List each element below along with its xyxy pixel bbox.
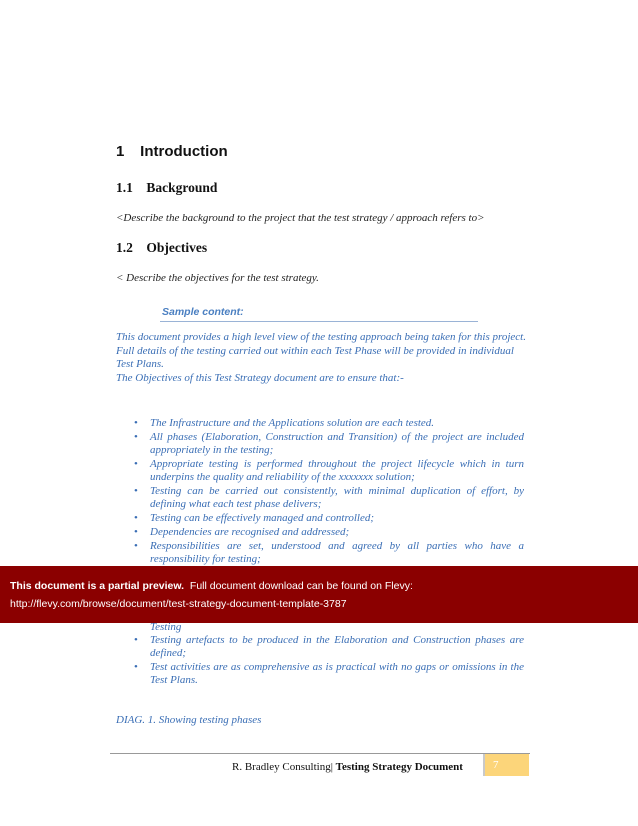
list-item: • Testing can be effectively managed and controlled; [134,512,524,525]
preview-banner [0,566,638,623]
list-item: • All phases (Elaboration, Construction and Transition) of the project are included appropriately in the testing; [134,431,524,457]
list-item: • Test activities are as comprehensive as is practical with no gaps or omissions in the Test Plans. [134,661,524,687]
list-item-fragment: Testing [150,621,182,633]
diagram-caption: DIAG. 1. Showing testing phases [116,714,262,726]
footer-divider [110,753,530,754]
section-number: 1 [116,143,125,160]
section-title: Introduction [140,143,228,160]
footer-company: R. Bradley Consulting| [232,761,333,773]
subsection-title: Objectives [146,240,208,255]
banner-text: Full document download can be found on Flevy: [189,580,413,592]
background-text: <Describe the background to the project that the test strategy / approach refers to> [116,212,485,224]
list-item: • Dependencies are recognised and addressed; [134,526,524,539]
subsection-heading-background [116,180,217,196]
subsection-title: Background [146,180,218,195]
sample-paragraph: This document provides a high level view of the testing approach being taken for this project. Full details of the testing carried out within each Test Phase will be provided in individual Test Plans. [116,331,526,370]
footer-doc-title: Testing Strategy Document [335,761,463,773]
list-item: • Responsibilities are set, understood and agreed by all parties who have a responsibility for testing; [134,540,524,566]
subsection-number: 1.1 [116,180,133,195]
banner-message [10,580,413,592]
subsection-heading-objectives [116,240,207,256]
objectives-list [134,417,524,567]
objectives-text: < Describe the objectives for the test strategy. [116,272,319,284]
section-heading-introduction [116,143,228,160]
list-item: • Testing can be carried out consistently, with minimal duplication of effort, by defining what each test phase delivers; [134,485,524,511]
banner-bold-text: This document is a partial preview. [10,580,185,592]
page-number: 7 [485,754,529,776]
page-footer [232,761,463,773]
sample-content-label: Sample content: [162,306,244,318]
sample-divider [160,321,478,322]
objectives-list-continued [134,634,524,688]
list-item: • The Infrastructure and the Applications solution are each tested. [134,417,524,430]
banner-download-link[interactable]: http://flevy.com/browse/document/test-strategy-document-template-3787 [10,598,347,610]
subsection-number: 1.2 [116,240,133,255]
objectives-intro: The Objectives of this Test Strategy document are to ensure that:- [116,372,404,384]
list-item: • Testing artefacts to be produced in the Elaboration and Construction phases are defined; [134,634,524,660]
list-item: • Appropriate testing is performed throughout the project lifecycle which in turn underpins the quality and reliability of the xxxxxxx solution; [134,458,524,484]
